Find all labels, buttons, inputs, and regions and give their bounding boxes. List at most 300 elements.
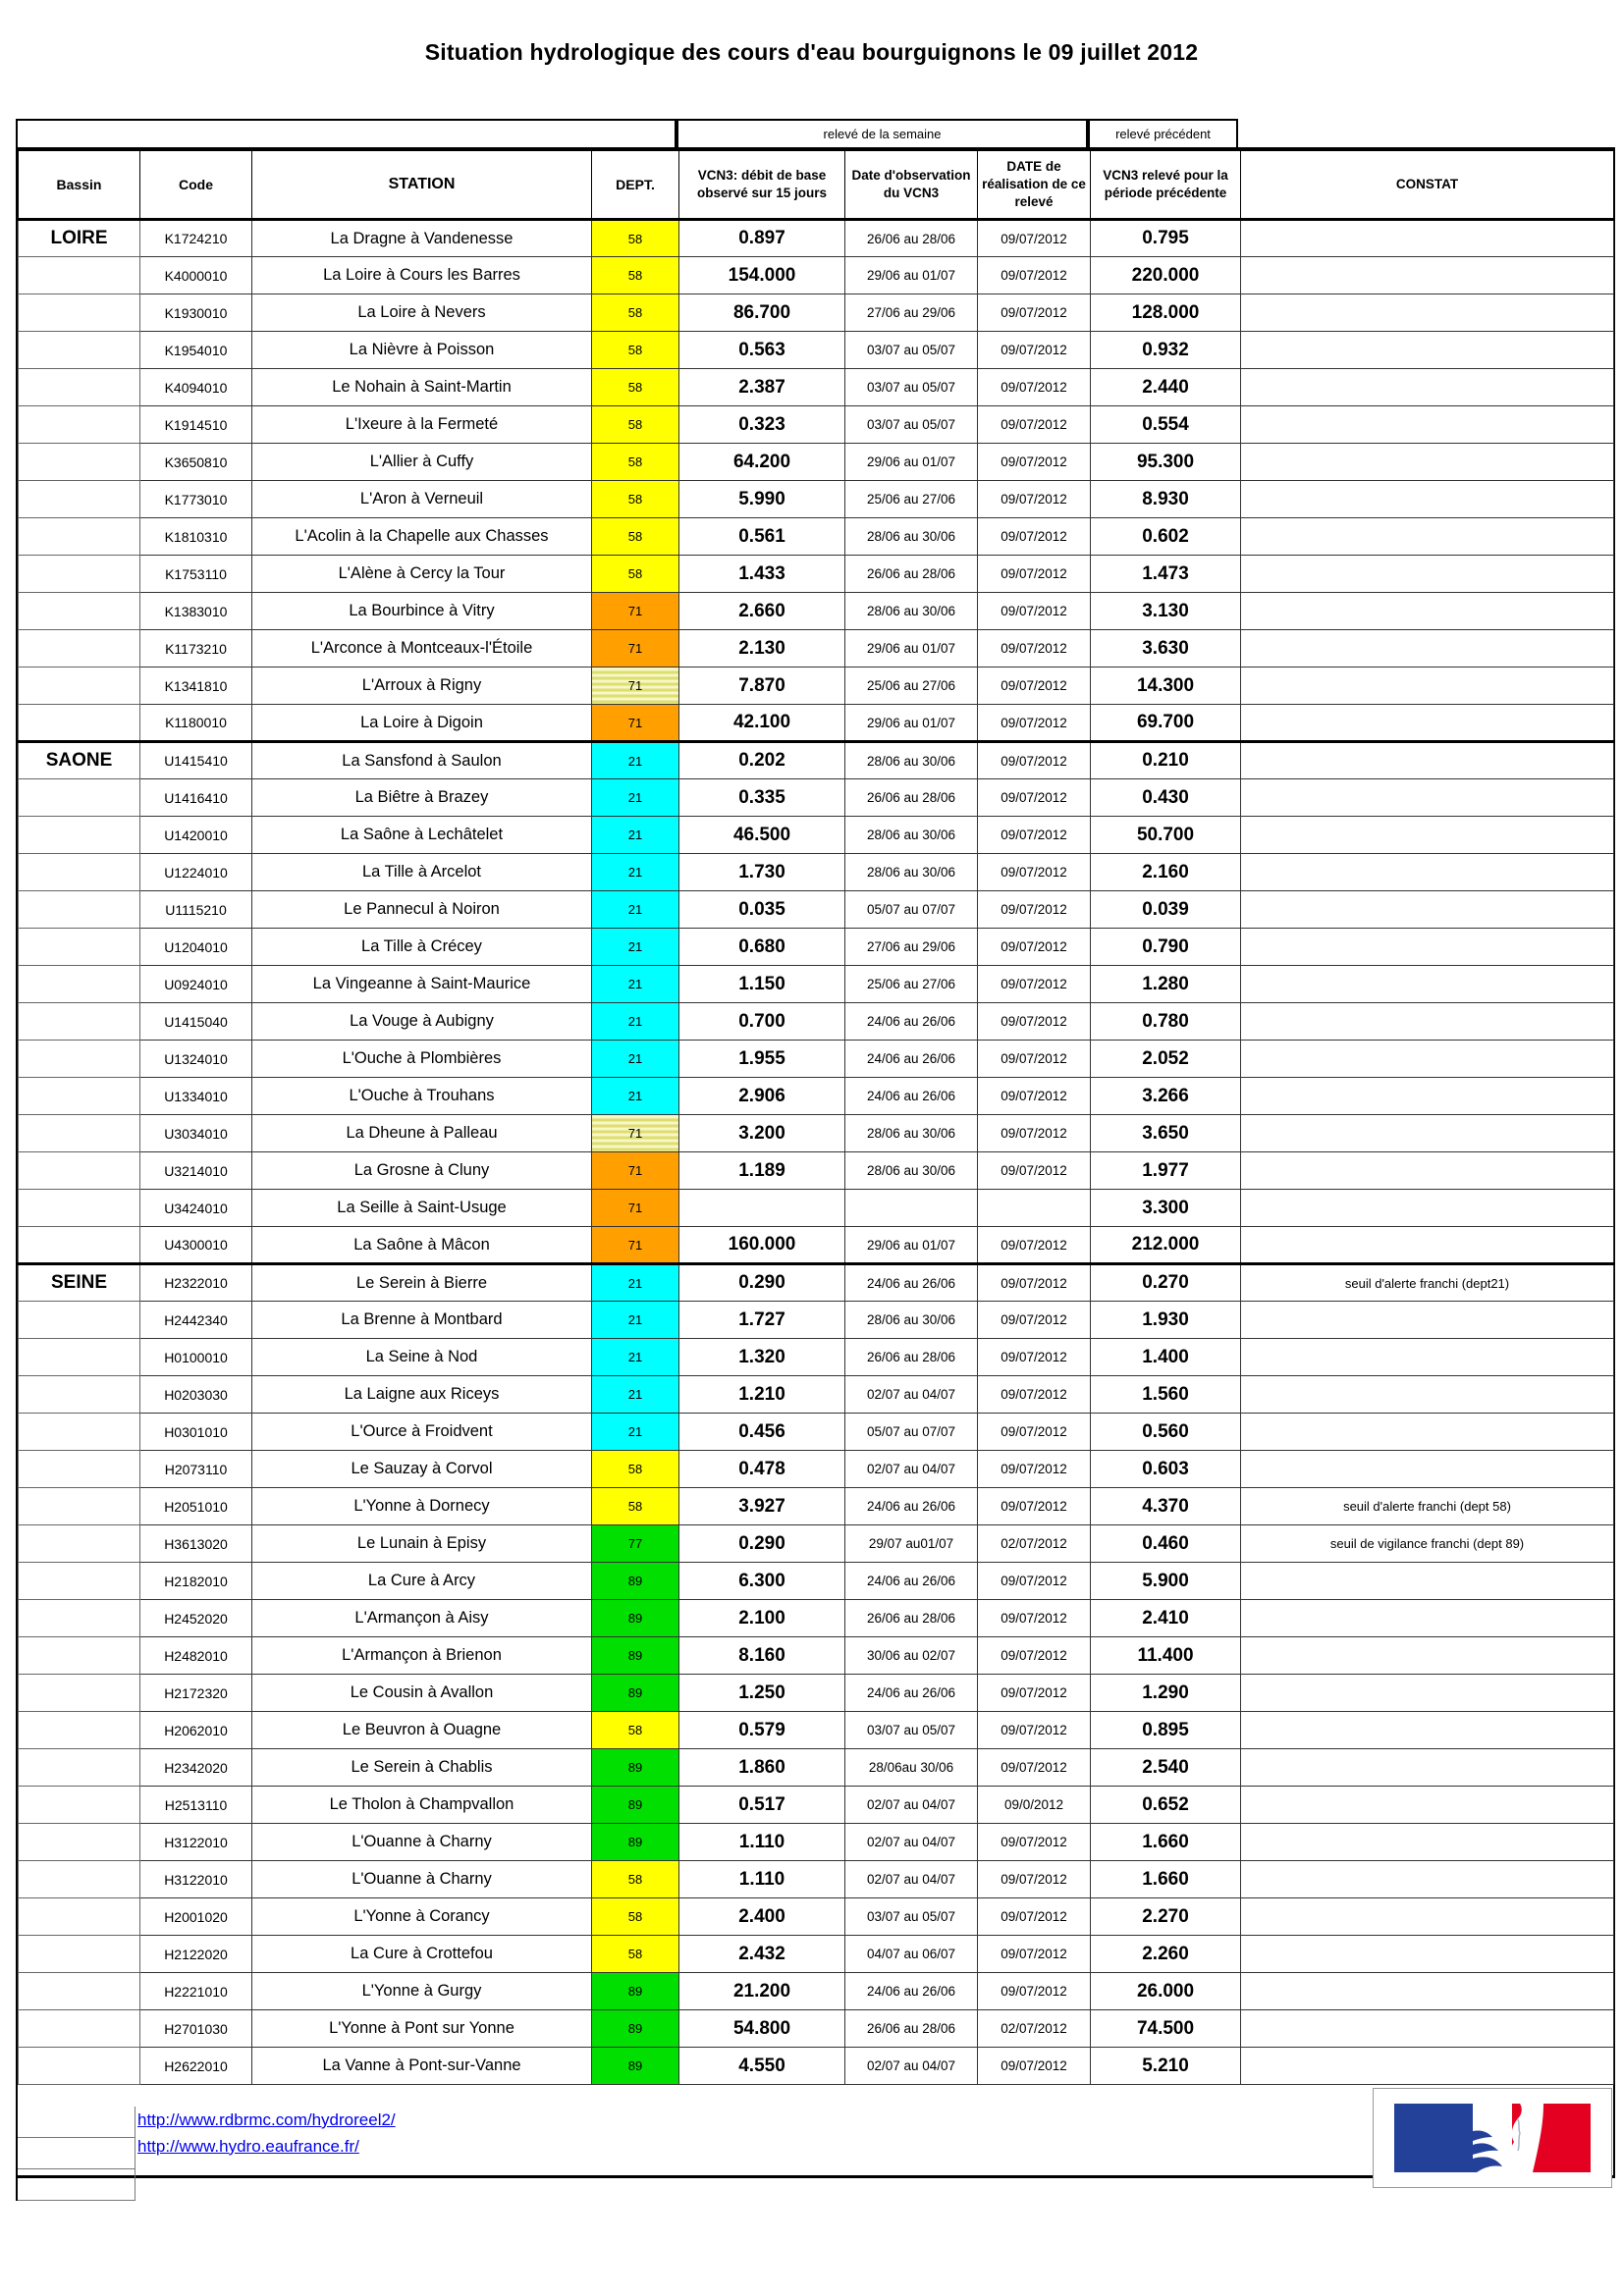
date-realisation-cell: 09/07/2012: [978, 1115, 1091, 1152]
footer-mini-cell: [18, 2138, 135, 2169]
date-realisation-cell: 09/07/2012: [978, 1339, 1091, 1376]
constat-cell: [1241, 369, 1614, 406]
bassin-cell: [19, 593, 140, 630]
table-row: [19, 1302, 1614, 1339]
vcn3-cell: 2.432: [679, 1936, 845, 1973]
dept-cell: 21: [592, 1041, 679, 1078]
table-row: [19, 1190, 1614, 1227]
code-cell: U3214010: [140, 1152, 252, 1190]
constat-cell: [1241, 1600, 1614, 1637]
constat-cell: [1241, 1339, 1614, 1376]
bassin-cell: [19, 1861, 140, 1898]
date-realisation-cell: 09/07/2012: [978, 1898, 1091, 1936]
dept-cell: 21: [592, 854, 679, 891]
dept-cell: 58: [592, 1898, 679, 1936]
vcn3-precedent-cell: 1.930: [1091, 1302, 1241, 1339]
bassin-cell: [19, 929, 140, 966]
station-cell: L'Armançon à Aisy: [252, 1600, 592, 1637]
date-realisation-cell: 09/07/2012: [978, 1078, 1091, 1115]
bassin-cell: [19, 1749, 140, 1787]
vcn3-cell: 0.456: [679, 1414, 845, 1451]
col-header-dept: DEPT.: [592, 151, 679, 220]
date-observation-cell: 29/07 au01/07: [845, 1525, 978, 1563]
code-cell: H2182010: [140, 1563, 252, 1600]
code-cell: H2172320: [140, 1675, 252, 1712]
vcn3-precedent-cell: 0.603: [1091, 1451, 1241, 1488]
date-realisation-cell: 02/07/2012: [978, 2010, 1091, 2048]
vcn3-precedent-cell: 3.266: [1091, 1078, 1241, 1115]
dept-cell: 58: [592, 1861, 679, 1898]
station-cell: L'Ixeure à la Fermeté: [252, 406, 592, 444]
vcn3-cell: 1.250: [679, 1675, 845, 1712]
table-row: [19, 1563, 1614, 1600]
vcn3-precedent-cell: 0.039: [1091, 891, 1241, 929]
table-row: [19, 705, 1614, 742]
group-header-blank: [16, 119, 676, 147]
station-cell: Le Pannecul à Noiron: [252, 891, 592, 929]
date-realisation-cell: 09/07/2012: [978, 332, 1091, 369]
col-header-constat: CONSTAT: [1241, 151, 1614, 220]
station-cell: L'Yonne à Gurgy: [252, 1973, 592, 2010]
vcn3-precedent-cell: 8.930: [1091, 481, 1241, 518]
dept-cell: 89: [592, 1675, 679, 1712]
constat-cell: [1241, 294, 1614, 332]
date-realisation-cell: 09/07/2012: [978, 630, 1091, 667]
date-realisation-cell: 09/07/2012: [978, 369, 1091, 406]
table-row: [19, 1414, 1614, 1451]
vcn3-precedent-cell: 1.977: [1091, 1152, 1241, 1190]
constat-cell: [1241, 556, 1614, 593]
vcn3-precedent-cell: 3.130: [1091, 593, 1241, 630]
date-observation-cell: 26/06 au 28/06: [845, 220, 978, 257]
date-realisation-cell: 09/07/2012: [978, 1227, 1091, 1264]
vcn3-cell: 0.897: [679, 220, 845, 257]
code-cell: H2001020: [140, 1898, 252, 1936]
vcn3-cell: 1.110: [679, 1824, 845, 1861]
date-realisation-cell: 09/07/2012: [978, 966, 1091, 1003]
vcn3-precedent-cell: 0.780: [1091, 1003, 1241, 1041]
date-realisation-cell: 09/07/2012: [978, 556, 1091, 593]
code-cell: H2051010: [140, 1488, 252, 1525]
footer-mini-cell: [18, 2169, 135, 2201]
dept-cell: 89: [592, 1600, 679, 1637]
code-cell: U1420010: [140, 817, 252, 854]
vcn3-precedent-cell: 4.370: [1091, 1488, 1241, 1525]
date-realisation-cell: 09/07/2012: [978, 1712, 1091, 1749]
dept-cell: 89: [592, 1824, 679, 1861]
code-cell: U1415410: [140, 742, 252, 779]
bassin-cell: [19, 1227, 140, 1264]
station-cell: L'Yonne à Corancy: [252, 1898, 592, 1936]
station-cell: La Brenne à Montbard: [252, 1302, 592, 1339]
table-row: [19, 1749, 1614, 1787]
vcn3-cell: 0.563: [679, 332, 845, 369]
table-row: [19, 1675, 1614, 1712]
vcn3-precedent-cell: 26.000: [1091, 1973, 1241, 2010]
table-row: [19, 966, 1614, 1003]
vcn3-cell: 0.561: [679, 518, 845, 556]
constat-cell: [1241, 1451, 1614, 1488]
bassin-cell: [19, 1787, 140, 1824]
vcn3-precedent-cell: 3.300: [1091, 1190, 1241, 1227]
constat-cell: [1241, 1376, 1614, 1414]
table-row: [19, 1451, 1614, 1488]
date-realisation-cell: 09/07/2012: [978, 742, 1091, 779]
hydrology-table: [18, 150, 1614, 2085]
table-row: [19, 1152, 1614, 1190]
col-header-station: STATION: [252, 151, 592, 220]
vcn3-cell: 21.200: [679, 1973, 845, 2010]
station-cell: Le Sauzay à Corvol: [252, 1451, 592, 1488]
date-observation-cell: 29/06 au 01/07: [845, 705, 978, 742]
table-row: [19, 294, 1614, 332]
date-realisation-cell: 09/07/2012: [978, 444, 1091, 481]
bassin-cell: [19, 444, 140, 481]
date-observation-cell: 24/06 au 26/06: [845, 1488, 978, 1525]
bassin-cell: [19, 2010, 140, 2048]
bassin-cell: [19, 1973, 140, 2010]
dept-cell: 58: [592, 1488, 679, 1525]
table-row: [19, 742, 1614, 779]
col-header-vcn3: VCN3: débit de base observé sur 15 jours: [679, 151, 845, 220]
vcn3-cell: 1.955: [679, 1041, 845, 1078]
date-observation-cell: 04/07 au 06/07: [845, 1936, 978, 1973]
table-row: [19, 929, 1614, 966]
date-observation-cell: 26/06 au 28/06: [845, 556, 978, 593]
table-row: [19, 1003, 1614, 1041]
vcn3-cell: 0.335: [679, 779, 845, 817]
vcn3-precedent-cell: 2.260: [1091, 1936, 1241, 1973]
code-cell: U4300010: [140, 1227, 252, 1264]
table-row: [19, 220, 1614, 257]
date-realisation-cell: 09/07/2012: [978, 257, 1091, 294]
vcn3-precedent-cell: 0.790: [1091, 929, 1241, 966]
station-cell: L'Acolin à la Chapelle aux Chasses: [252, 518, 592, 556]
dept-cell: 58: [592, 1712, 679, 1749]
date-realisation-cell: 09/07/2012: [978, 929, 1091, 966]
dept-cell: 71: [592, 1115, 679, 1152]
table-row: [19, 593, 1614, 630]
vcn3-cell: 1.210: [679, 1376, 845, 1414]
dept-cell: 58: [592, 444, 679, 481]
code-cell: H2322010: [140, 1264, 252, 1302]
date-realisation-cell: 09/07/2012: [978, 1936, 1091, 1973]
table-row: [19, 854, 1614, 891]
code-cell: H0203030: [140, 1376, 252, 1414]
bassin-cell: SAONE: [19, 742, 140, 779]
dept-cell: 58: [592, 294, 679, 332]
table-row: [19, 444, 1614, 481]
date-realisation-cell: 09/07/2012: [978, 294, 1091, 332]
code-cell: U3034010: [140, 1115, 252, 1152]
code-cell: K1180010: [140, 705, 252, 742]
date-observation-cell: 24/06 au 26/06: [845, 1041, 978, 1078]
date-observation-cell: 27/06 au 29/06: [845, 929, 978, 966]
code-cell: H2342020: [140, 1749, 252, 1787]
date-realisation-cell: 09/07/2012: [978, 593, 1091, 630]
code-cell: K1914510: [140, 406, 252, 444]
date-realisation-cell: 09/07/2012: [978, 1152, 1091, 1190]
vcn3-cell: 2.130: [679, 630, 845, 667]
table-row: [19, 406, 1614, 444]
code-cell: K1383010: [140, 593, 252, 630]
vcn3-precedent-cell: 5.900: [1091, 1563, 1241, 1600]
date-observation-cell: 03/07 au 05/07: [845, 406, 978, 444]
station-cell: L'Ouche à Plombières: [252, 1041, 592, 1078]
dept-cell: 21: [592, 1078, 679, 1115]
code-cell: K1954010: [140, 332, 252, 369]
station-cell: L'Yonne à Dornecy: [252, 1488, 592, 1525]
code-cell: K1930010: [140, 294, 252, 332]
bassin-cell: [19, 1078, 140, 1115]
date-observation-cell: 30/06 au 02/07: [845, 1637, 978, 1675]
marianne-flag-icon: [1394, 2104, 1591, 2172]
code-cell: H0301010: [140, 1414, 252, 1451]
date-realisation-cell: 09/07/2012: [978, 1637, 1091, 1675]
station-cell: La Tille à Crécey: [252, 929, 592, 966]
date-realisation-cell: 09/07/2012: [978, 817, 1091, 854]
constat-cell: [1241, 667, 1614, 705]
vcn3-cell: [679, 1190, 845, 1227]
constat-cell: [1241, 742, 1614, 779]
vcn3-precedent-cell: 0.554: [1091, 406, 1241, 444]
dept-cell: 21: [592, 817, 679, 854]
dept-cell: 21: [592, 779, 679, 817]
bassin-cell: [19, 1451, 140, 1488]
date-realisation-cell: 09/07/2012: [978, 705, 1091, 742]
col-header-date-observation: Date d'observation du VCN3: [845, 151, 978, 220]
date-observation-cell: 26/06 au 28/06: [845, 779, 978, 817]
date-realisation-cell: 09/07/2012: [978, 891, 1091, 929]
station-cell: La Cure à Arcy: [252, 1563, 592, 1600]
station-cell: Le Nohain à Saint-Martin: [252, 369, 592, 406]
french-government-logo-box: [1373, 2088, 1612, 2188]
date-observation-cell: 28/06 au 30/06: [845, 1115, 978, 1152]
bassin-cell: [19, 1152, 140, 1190]
bassin-cell: [19, 1190, 140, 1227]
vcn3-cell: 5.990: [679, 481, 845, 518]
col-header-date-realisation: DATE de réalisation de ce relevé: [978, 151, 1091, 220]
dept-cell: 21: [592, 891, 679, 929]
vcn3-cell: 2.660: [679, 593, 845, 630]
vcn3-cell: 3.927: [679, 1488, 845, 1525]
code-cell: U1416410: [140, 779, 252, 817]
dept-cell: 58: [592, 1936, 679, 1973]
constat-cell: [1241, 406, 1614, 444]
table-row: [19, 779, 1614, 817]
vcn3-cell: 8.160: [679, 1637, 845, 1675]
date-observation-cell: 02/07 au 04/07: [845, 1861, 978, 1898]
station-cell: L'Ouanne à Charny: [252, 1861, 592, 1898]
code-cell: U1224010: [140, 854, 252, 891]
code-cell: H0100010: [140, 1339, 252, 1376]
table-body: [19, 220, 1614, 2085]
bassin-cell: [19, 630, 140, 667]
station-cell: La Loire à Cours les Barres: [252, 257, 592, 294]
table-row: [19, 481, 1614, 518]
dept-cell: 21: [592, 742, 679, 779]
date-observation-cell: 29/06 au 01/07: [845, 1227, 978, 1264]
footer-mini-grid: [16, 2107, 135, 2201]
station-cell: L'Armançon à Brienon: [252, 1637, 592, 1675]
date-observation-cell: 02/07 au 04/07: [845, 2048, 978, 2085]
constat-cell: [1241, 1003, 1614, 1041]
vcn3-precedent-cell: 0.430: [1091, 779, 1241, 817]
dept-cell: 58: [592, 481, 679, 518]
vcn3-cell: 46.500: [679, 817, 845, 854]
vcn3-cell: 0.323: [679, 406, 845, 444]
date-observation-cell: 29/06 au 01/07: [845, 257, 978, 294]
date-observation-cell: 26/06 au 28/06: [845, 1339, 978, 1376]
bassin-cell: [19, 1675, 140, 1712]
date-observation-cell: 27/06 au 29/06: [845, 294, 978, 332]
dept-cell: 71: [592, 705, 679, 742]
vcn3-cell: 0.290: [679, 1264, 845, 1302]
table-row: [19, 1936, 1614, 1973]
constat-cell: [1241, 966, 1614, 1003]
dept-cell: 21: [592, 1339, 679, 1376]
table-row: [19, 1824, 1614, 1861]
code-cell: K4094010: [140, 369, 252, 406]
station-cell: La Loire à Digoin: [252, 705, 592, 742]
dept-cell: 58: [592, 518, 679, 556]
vcn3-cell: 1.150: [679, 966, 845, 1003]
dept-cell: 21: [592, 1414, 679, 1451]
date-observation-cell: 26/06 au 28/06: [845, 2010, 978, 2048]
vcn3-precedent-cell: 11.400: [1091, 1637, 1241, 1675]
bassin-cell: [19, 1898, 140, 1936]
code-cell: U0924010: [140, 966, 252, 1003]
station-cell: La Vingeanne à Saint-Maurice: [252, 966, 592, 1003]
constat-cell: [1241, 1302, 1614, 1339]
dept-cell: 58: [592, 556, 679, 593]
table-footer: [18, 2085, 1613, 2175]
bassin-cell: [19, 1525, 140, 1563]
dept-cell: 58: [592, 406, 679, 444]
table-row: [19, 1227, 1614, 1264]
date-realisation-cell: 09/07/2012: [978, 1376, 1091, 1414]
date-observation-cell: 28/06 au 30/06: [845, 518, 978, 556]
vcn3-precedent-cell: 50.700: [1091, 817, 1241, 854]
code-cell: K1173210: [140, 630, 252, 667]
bassin-cell: [19, 1041, 140, 1078]
station-cell: La Tille à Arcelot: [252, 854, 592, 891]
date-observation-cell: 28/06 au 30/06: [845, 854, 978, 891]
dept-cell: 21: [592, 1003, 679, 1041]
vcn3-precedent-cell: 2.052: [1091, 1041, 1241, 1078]
bassin-cell: [19, 667, 140, 705]
code-cell: H2442340: [140, 1302, 252, 1339]
vcn3-precedent-cell: 14.300: [1091, 667, 1241, 705]
constat-cell: [1241, 854, 1614, 891]
vcn3-cell: 86.700: [679, 294, 845, 332]
constat-cell: [1241, 1041, 1614, 1078]
station-cell: La Laigne aux Riceys: [252, 1376, 592, 1414]
bassin-cell: [19, 1339, 140, 1376]
dept-cell: 58: [592, 257, 679, 294]
dept-cell: 21: [592, 1376, 679, 1414]
station-cell: La Loire à Nevers: [252, 294, 592, 332]
vcn3-cell: 1.110: [679, 1861, 845, 1898]
date-observation-cell: 28/06 au 30/06: [845, 593, 978, 630]
code-cell: H3122010: [140, 1824, 252, 1861]
code-cell: U3424010: [140, 1190, 252, 1227]
vcn3-precedent-cell: 0.895: [1091, 1712, 1241, 1749]
date-observation-cell: 25/06 au 27/06: [845, 481, 978, 518]
vcn3-precedent-cell: 0.460: [1091, 1525, 1241, 1563]
constat-cell: [1241, 1190, 1614, 1227]
link-hydro-eaufrance[interactable]: http://www.hydro.eaufrance.fr/: [137, 2136, 359, 2156]
date-realisation-cell: 09/07/2012: [978, 1600, 1091, 1637]
constat-cell: seuil d'alerte franchi (dept21): [1241, 1264, 1614, 1302]
constat-cell: [1241, 1787, 1614, 1824]
footer-links: [137, 2110, 396, 2156]
date-observation-cell: 29/06 au 01/07: [845, 630, 978, 667]
table-row: [19, 1339, 1614, 1376]
table-row: [19, 1712, 1614, 1749]
station-cell: L'Ouche à Trouhans: [252, 1078, 592, 1115]
vcn3-precedent-cell: 0.270: [1091, 1264, 1241, 1302]
station-cell: L'Arconce à Montceaux-l'Étoile: [252, 630, 592, 667]
table-row: [19, 1787, 1614, 1824]
table-row: [19, 2010, 1614, 2048]
col-header-bassin: Bassin: [19, 151, 140, 220]
date-observation-cell: 24/06 au 26/06: [845, 1078, 978, 1115]
table-row: [19, 1264, 1614, 1302]
col-header-code: Code: [140, 151, 252, 220]
constat-cell: [1241, 593, 1614, 630]
constat-cell: [1241, 1973, 1614, 2010]
station-cell: La Saône à Lechâtelet: [252, 817, 592, 854]
vcn3-cell: 0.579: [679, 1712, 845, 1749]
dept-cell: 21: [592, 966, 679, 1003]
vcn3-precedent-cell: 0.795: [1091, 220, 1241, 257]
vcn3-precedent-cell: 2.160: [1091, 854, 1241, 891]
date-observation-cell: 02/07 au 04/07: [845, 1376, 978, 1414]
station-cell: L'Ouanne à Charny: [252, 1824, 592, 1861]
vcn3-precedent-cell: 3.630: [1091, 630, 1241, 667]
date-observation-cell: 28/06 au 30/06: [845, 817, 978, 854]
vcn3-cell: 7.870: [679, 667, 845, 705]
vcn3-precedent-cell: 0.932: [1091, 332, 1241, 369]
table-row: [19, 1861, 1614, 1898]
station-cell: La Cure à Crottefou: [252, 1936, 592, 1973]
group-header-releve-precedent: relevé précédent: [1088, 119, 1238, 147]
station-cell: L'Aron à Verneuil: [252, 481, 592, 518]
date-observation-cell: 26/06 au 28/06: [845, 1600, 978, 1637]
constat-cell: [1241, 1861, 1614, 1898]
bassin-cell: [19, 1003, 140, 1041]
dept-cell: 58: [592, 332, 679, 369]
date-realisation-cell: 09/07/2012: [978, 1302, 1091, 1339]
group-header-releve-semaine: relevé de la semaine: [676, 119, 1088, 147]
station-cell: La Bourbince à Vitry: [252, 593, 592, 630]
vcn3-cell: 0.290: [679, 1525, 845, 1563]
vcn3-cell: 1.860: [679, 1749, 845, 1787]
table-row: [19, 1525, 1614, 1563]
vcn3-cell: 0.680: [679, 929, 845, 966]
col-header-vcn3-precedent: VCN3 relevé pour la période précédente: [1091, 151, 1241, 220]
date-observation-cell: 02/07 au 04/07: [845, 1787, 978, 1824]
link-rdbrmc-hydroreel[interactable]: http://www.rdbrmc.com/hydroreel2/: [137, 2110, 396, 2129]
station-cell: La Seine à Nod: [252, 1339, 592, 1376]
bassin-cell: [19, 1563, 140, 1600]
footer-mini-cell: [18, 2107, 135, 2138]
vcn3-precedent-cell: 74.500: [1091, 2010, 1241, 2048]
date-realisation-cell: 09/07/2012: [978, 220, 1091, 257]
date-realisation-cell: 09/07/2012: [978, 1563, 1091, 1600]
code-cell: U1334010: [140, 1078, 252, 1115]
